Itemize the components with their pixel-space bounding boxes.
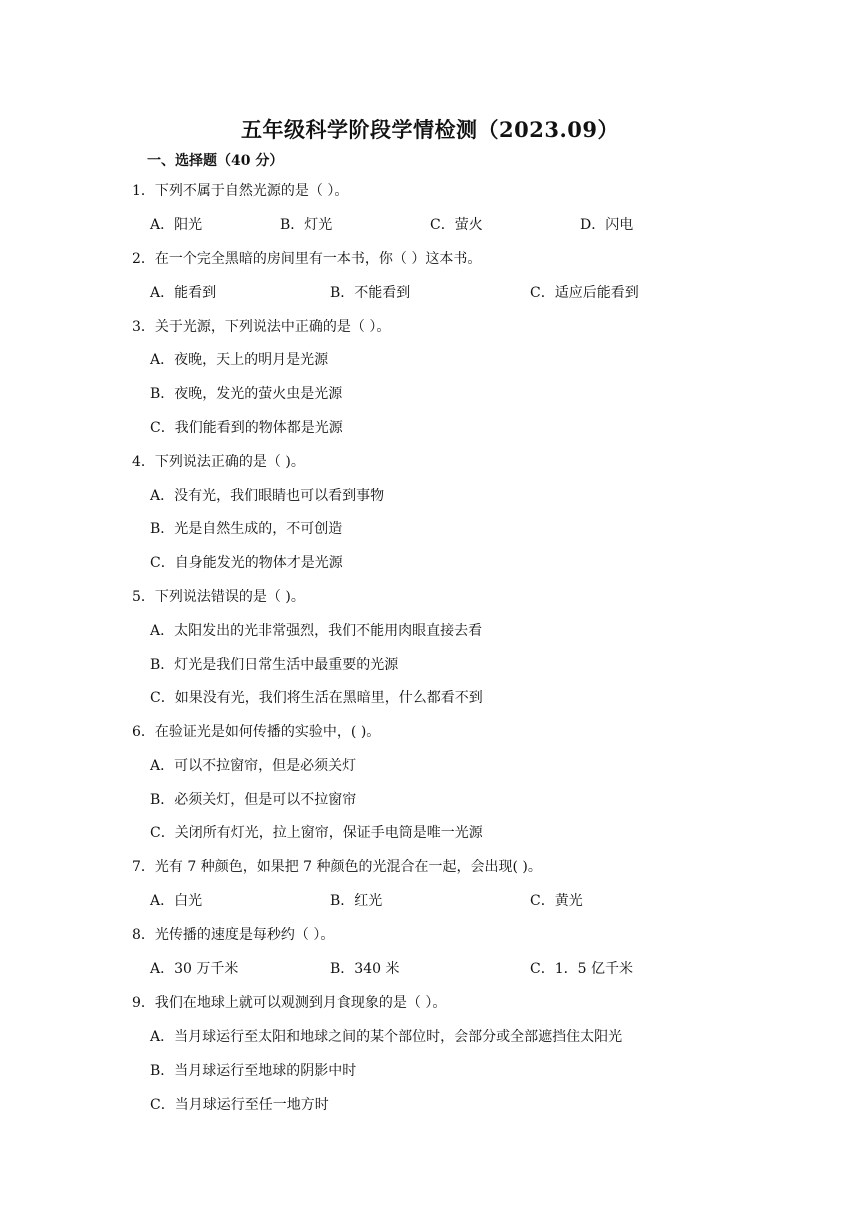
section-heading: 一、选择题（40 分） bbox=[147, 153, 284, 169]
q9-option-b: B．当月球运行至地球的阴影中时 bbox=[150, 1063, 357, 1079]
q1-option-c: C．萤火 bbox=[430, 217, 483, 233]
q8-option-c: C．1．5 亿千米 bbox=[530, 961, 633, 977]
q2-option-c: C．适应后能看到 bbox=[530, 285, 639, 301]
question-9: 9．我们在地球上就可以观测到月食现象的是（ ）。 bbox=[132, 995, 447, 1011]
q4-option-c: C．自身能发光的物体才是光源 bbox=[150, 555, 343, 571]
q8-option-b: B．340 米 bbox=[330, 961, 400, 977]
question-8: 8．光传播的速度是每秒约（ ）。 bbox=[132, 927, 335, 943]
q9-option-a: A．当月球运行至太阳和地球之间的某个部位时，会部分或全部遮挡住太阳光 bbox=[150, 1029, 623, 1045]
q1-option-b: B．灯光 bbox=[280, 217, 333, 233]
question-5: 5．下列说法错误的是（ )。 bbox=[132, 589, 305, 605]
q7-option-a: A．白光 bbox=[150, 893, 203, 909]
question-6: 6．在验证光是如何传播的实验中，( )。 bbox=[132, 724, 381, 740]
q3-option-a: A．夜晚，天上的明月是光源 bbox=[150, 352, 329, 368]
question-1: 1．下列不属于自然光源的是（ ）。 bbox=[132, 183, 349, 199]
q5-option-a: A．太阳发出的光非常强烈，我们不能用肉眼直接去看 bbox=[150, 623, 483, 639]
q4-option-b: B．光是自然生成的，不可创造 bbox=[150, 521, 343, 537]
q7-option-b: B．红光 bbox=[330, 893, 383, 909]
q7-option-c: C．黄光 bbox=[530, 893, 583, 909]
question-4: 4．下列说法正确的是（ )。 bbox=[132, 454, 305, 470]
q9-option-c: C．当月球运行至任一地方时 bbox=[150, 1097, 329, 1113]
question-7: 7．光有 7 种颜色，如果把 7 种颜色的光混合在一起，会出现( )。 bbox=[132, 859, 542, 875]
q5-option-b: B．灯光是我们日常生活中最重要的光源 bbox=[150, 657, 399, 673]
q8-option-a: A．30 万千米 bbox=[150, 961, 239, 977]
q2-option-a: A．能看到 bbox=[150, 285, 217, 301]
q3-option-c: C．我们能看到的物体都是光源 bbox=[150, 420, 343, 436]
q6-option-b: B．必须关灯，但是可以不拉窗帘 bbox=[150, 792, 357, 808]
q6-option-a: A．可以不拉窗帘，但是必须关灯 bbox=[150, 758, 357, 774]
q4-option-a: A．没有光，我们眼睛也可以看到事物 bbox=[150, 488, 385, 504]
q2-option-b: B．不能看到 bbox=[330, 285, 411, 301]
q6-option-c: C．关闭所有灯光，拉上窗帘，保证手电筒是唯一光源 bbox=[150, 825, 483, 841]
q5-option-c: C．如果没有光，我们将生活在黑暗里，什么都看不到 bbox=[150, 690, 483, 706]
q3-option-b: B．夜晚，发光的萤火虫是光源 bbox=[150, 386, 343, 402]
question-3: 3．关于光源，下列说法中正确的是（ ）。 bbox=[132, 319, 391, 335]
page-title: 五年级科学阶段学情检测（2023.09） bbox=[241, 117, 619, 142]
q1-option-d: D．闪电 bbox=[580, 217, 634, 233]
question-2: 2．在一个完全黑暗的房间里有一本书，你（ ）这本书。 bbox=[132, 251, 482, 267]
q1-option-a: A．阳光 bbox=[150, 217, 203, 233]
